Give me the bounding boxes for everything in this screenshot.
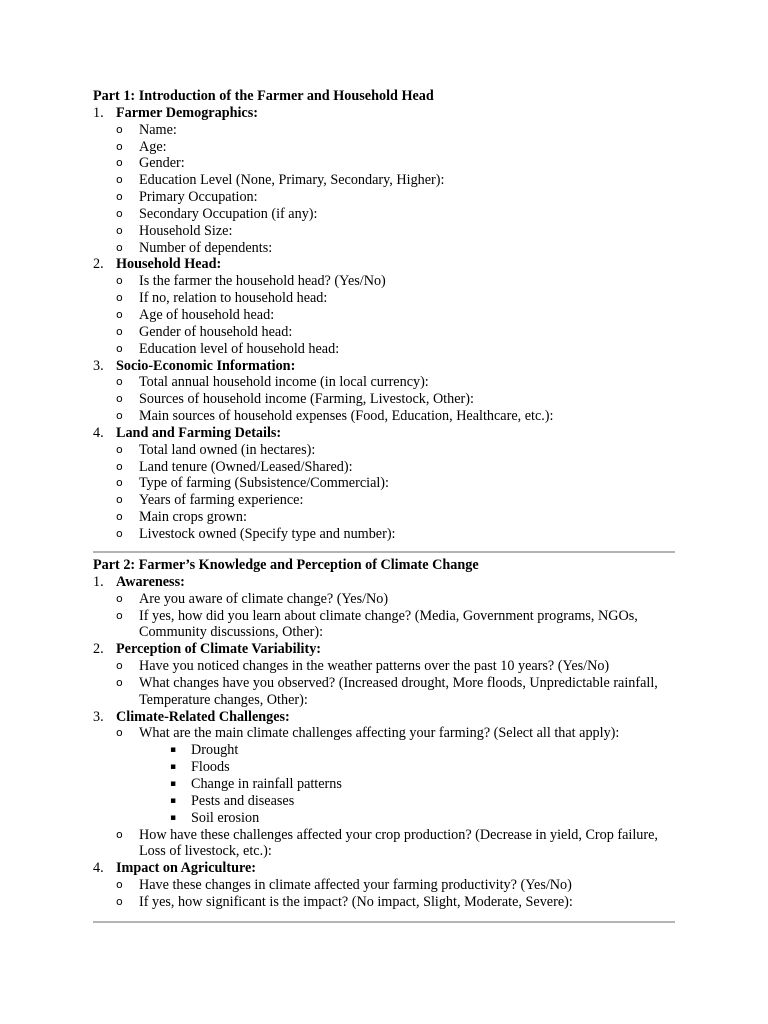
bullet-circle-icon: o (116, 223, 123, 237)
bullet-circle-icon: o (116, 442, 123, 456)
part2-heading-4 (93, 860, 675, 877)
list-item: o Gender: (116, 155, 185, 172)
part2-section (93, 557, 675, 911)
bullet-circle-icon: o (116, 122, 123, 136)
option-item: ▪ Change in rainfall patterns (170, 775, 342, 792)
bullet-circle-icon: o (116, 878, 123, 892)
bullet-circle-icon: o (116, 324, 123, 338)
list-item: o Main crops grown: (116, 509, 247, 526)
list-item: o Are you aware of climate change? (Yes/No) (116, 590, 389, 607)
list-item: o If yes, how did you learn about climate change? (Media, Government programs, NGOs, Community discussions, Other): (116, 607, 638, 641)
list-item: o Is the farmer the household head? (Yes/No) (116, 273, 386, 290)
item-heading: Household Head: (116, 256, 222, 273)
option-item: ▪ Soil erosion (170, 809, 260, 826)
section-divider (93, 551, 675, 553)
bullet-square-icon: ▪ (170, 795, 177, 806)
item-number: 4. (93, 860, 104, 877)
list-item: o How have these challenges affected your crop production? (Decrease in yield, Crop failure, Loss of livestock, etc.): (116, 826, 658, 860)
part1-heading-2 (93, 256, 675, 273)
bullet-circle-icon: o (116, 675, 123, 689)
bullet-circle-icon: o (116, 526, 123, 540)
bullet-circle-icon: o (116, 375, 123, 389)
item-number: 3. (93, 708, 104, 725)
list-item: o If no, relation to household head: (116, 290, 328, 307)
section-divider (93, 921, 675, 923)
option-item: ▪ Pests and diseases (170, 792, 295, 809)
list-item: o Number of dependents: (116, 239, 273, 256)
list-item: o Years of farming experience: (116, 492, 304, 509)
item-heading: Land and Farming Details: (116, 424, 282, 441)
option-item: ▪ Drought (170, 742, 239, 759)
list-item: o Household Size: (116, 222, 233, 239)
bullet-circle-icon: o (116, 459, 123, 473)
list-item: o Total land owned (in hectares): (116, 441, 316, 458)
bullet-circle-icon: o (116, 608, 123, 622)
bullet-square-icon: ▪ (170, 762, 177, 773)
bullet-circle-icon: o (116, 894, 123, 908)
part2-heading-1 (93, 574, 675, 591)
item-heading: Climate-Related Challenges: (116, 708, 290, 725)
list-item: o Have you noticed changes in the weather patterns over the past 10 years? (Yes/No) (116, 658, 610, 675)
list-item: o Secondary Occupation (if any): (116, 205, 318, 222)
bullet-circle-icon: o (116, 726, 123, 740)
part1-title: Part 1: Introduction of the Farmer and Household Head (93, 88, 434, 104)
item-heading: Farmer Demographics: (116, 104, 258, 121)
bullet-circle-icon: o (116, 190, 123, 204)
list-item: o What are the main climate challenges affecting your farming? (Select all that apply): (116, 725, 620, 742)
bullet-circle-icon: o (116, 827, 123, 841)
item-number: 4. (93, 424, 104, 441)
list-item: o Livestock owned (Specify type and number): (116, 525, 396, 542)
bullet-circle-icon: o (116, 173, 123, 187)
bullet-circle-icon: o (116, 139, 123, 153)
list-item: o Type of farming (Subsistence/Commercial): (116, 475, 389, 492)
part1-heading-1 (93, 105, 675, 122)
item-number: 3. (93, 357, 104, 374)
part1-heading-4 (93, 425, 675, 442)
list-item: o Main sources of household expenses (Food, Education, Healthcare, etc.): (116, 408, 554, 425)
bullet-circle-icon: o (116, 341, 123, 355)
bullet-circle-icon: o (116, 307, 123, 321)
option-item: ▪ Floods (170, 759, 230, 776)
list-item: o If yes, how significant is the impact? (No impact, Slight, Moderate, Severe): (116, 893, 573, 910)
item-number: 1. (93, 573, 104, 590)
item-number: 1. (93, 104, 104, 121)
item-number: 2. (93, 641, 104, 658)
list-item: o What changes have you observed? (Increased drought, More floods, Unpredictable rainfall, Temperature changes, Other): (116, 674, 658, 708)
list-item: o Education Level (None, Primary, Secondary, Higher): (116, 172, 445, 189)
part1-section (93, 88, 675, 543)
bullet-square-icon: ▪ (170, 745, 177, 756)
list-item: o Name: (116, 121, 177, 138)
item-heading: Perception of Climate Variability: (116, 641, 322, 658)
bullet-circle-icon: o (116, 156, 123, 170)
list-item: o Land tenure (Owned/Leased/Shared): (116, 458, 353, 475)
bullet-circle-icon: o (116, 409, 123, 423)
list-item: o Gender of household head: (116, 323, 293, 340)
bullet-circle-icon: o (116, 392, 123, 406)
list-item: o Sources of household income (Farming, Livestock, Other): (116, 391, 474, 408)
bullet-circle-icon: o (116, 206, 123, 220)
bullet-circle-icon: o (116, 476, 123, 490)
item-heading: Socio-Economic Information: (116, 357, 296, 374)
part1-heading-3 (93, 358, 675, 375)
bullet-circle-icon: o (116, 493, 123, 507)
part2-title: Part 2: Farmer’s Knowledge and Perception of Climate Change (93, 557, 479, 573)
item-heading: Impact on Agriculture: (116, 860, 257, 877)
bullet-circle-icon: o (116, 510, 123, 524)
bullet-circle-icon: o (116, 591, 123, 605)
part2-heading-3 (93, 709, 675, 726)
list-item: o Have these changes in climate affected your farming productivity? (Yes/No) (116, 877, 572, 894)
list-item: o Total annual household income (in local currency): (116, 374, 429, 391)
bullet-circle-icon: o (116, 240, 123, 254)
list-item: o Primary Occupation: (116, 189, 258, 206)
item-heading: Awareness: (116, 573, 185, 590)
bullet-circle-icon: o (116, 659, 123, 673)
list-item: o Education level of household head: (116, 340, 340, 357)
item-number: 2. (93, 256, 104, 273)
list-item: o Age of household head: (116, 306, 275, 323)
list-item: o Age: (116, 138, 167, 155)
bullet-circle-icon: o (116, 274, 123, 288)
bullet-square-icon: ▪ (170, 778, 177, 789)
bullet-circle-icon: o (116, 291, 123, 305)
part2-heading-2 (93, 641, 675, 658)
bullet-square-icon: ▪ (170, 812, 177, 823)
